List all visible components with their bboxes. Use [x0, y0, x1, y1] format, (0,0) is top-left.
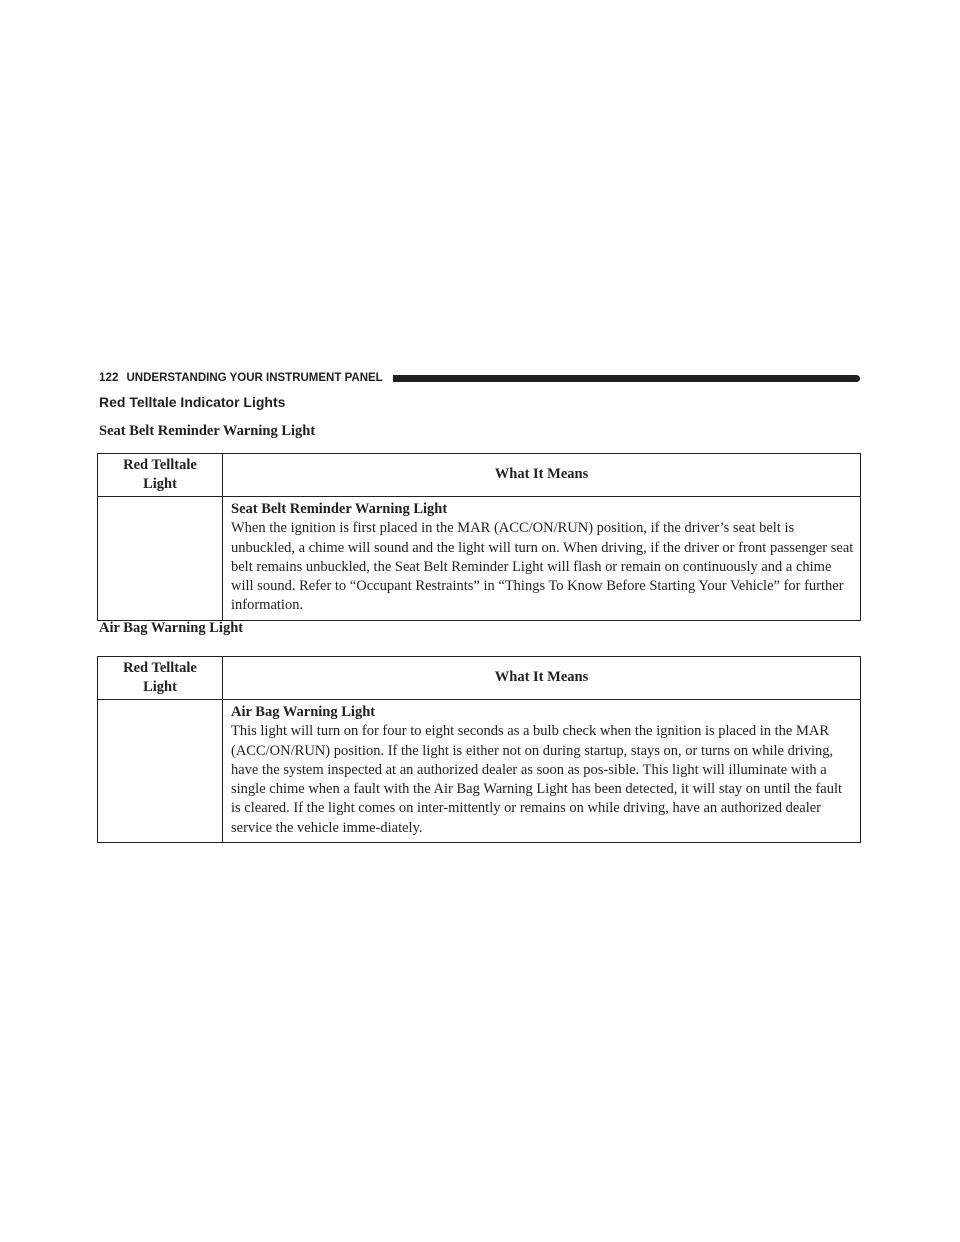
page-number: 122	[99, 372, 119, 384]
meaning-title: Air Bag Warning Light	[231, 704, 376, 720]
page-header	[99, 371, 860, 385]
header-rule	[393, 375, 860, 382]
column-header-meaning: What It Means	[223, 657, 861, 700]
air-bag-heading: Air Bag Warning Light	[99, 620, 244, 636]
meaning-body: When the ignition is first placed in the MAR (ACC/ON/RUN) position, if the driver’s seat belt is unbuckled, a chime will sound and the light will turn on. When driving, if the driver or front passenger seat belt remains unbuckled, the Seat Belt Reminder Light will flash or remain on continuously and a chime will sound. Refer to “Occupant Restraints” in “Things To Know Before Starting Your Vehicle” for further information.	[231, 520, 854, 614]
table-row	[98, 497, 861, 621]
table-header-row	[98, 657, 861, 700]
air-bag-table	[97, 656, 861, 843]
table-header-row	[98, 454, 861, 497]
section-title: Red Telltale Indicator Lights	[99, 394, 286, 410]
column-header-meaning: What It Means	[223, 454, 861, 497]
meaning-body: This light will turn on for four to eight seconds as a bulb check when the ignition is placed in the MAR (ACC/ON/RUN) position. If the light is either not on during startup, stays on, or turns on while driving, have the system inspected at an authorized dealer as soon as pos-sible. This light will illuminate with a single chime when a fault with the Air Bag Warning Light has been detected, it will stay on until the fault is cleared. If the light comes on inter-mittently or remains on while driving, have an authorized dealer service the vehicle imme-diately.	[231, 723, 843, 836]
meaning-title: Seat Belt Reminder Warning Light	[231, 501, 448, 517]
column-header-light	[98, 454, 223, 497]
air-bag-warning-icon	[98, 700, 223, 843]
chapter-title: UNDERSTANDING YOUR INSTRUMENT PANEL	[126, 372, 383, 384]
column-header-light-label: Red Telltale Light	[123, 660, 197, 695]
meaning-cell	[223, 700, 861, 843]
table-row	[98, 700, 861, 843]
seat-belt-table	[97, 453, 861, 621]
column-header-light-label: Red Telltale Light	[123, 457, 197, 492]
seat-belt-warning-icon	[98, 497, 223, 621]
column-header-light	[98, 657, 223, 700]
seat-belt-heading: Seat Belt Reminder Warning Light	[99, 423, 316, 439]
meaning-cell	[223, 497, 861, 621]
